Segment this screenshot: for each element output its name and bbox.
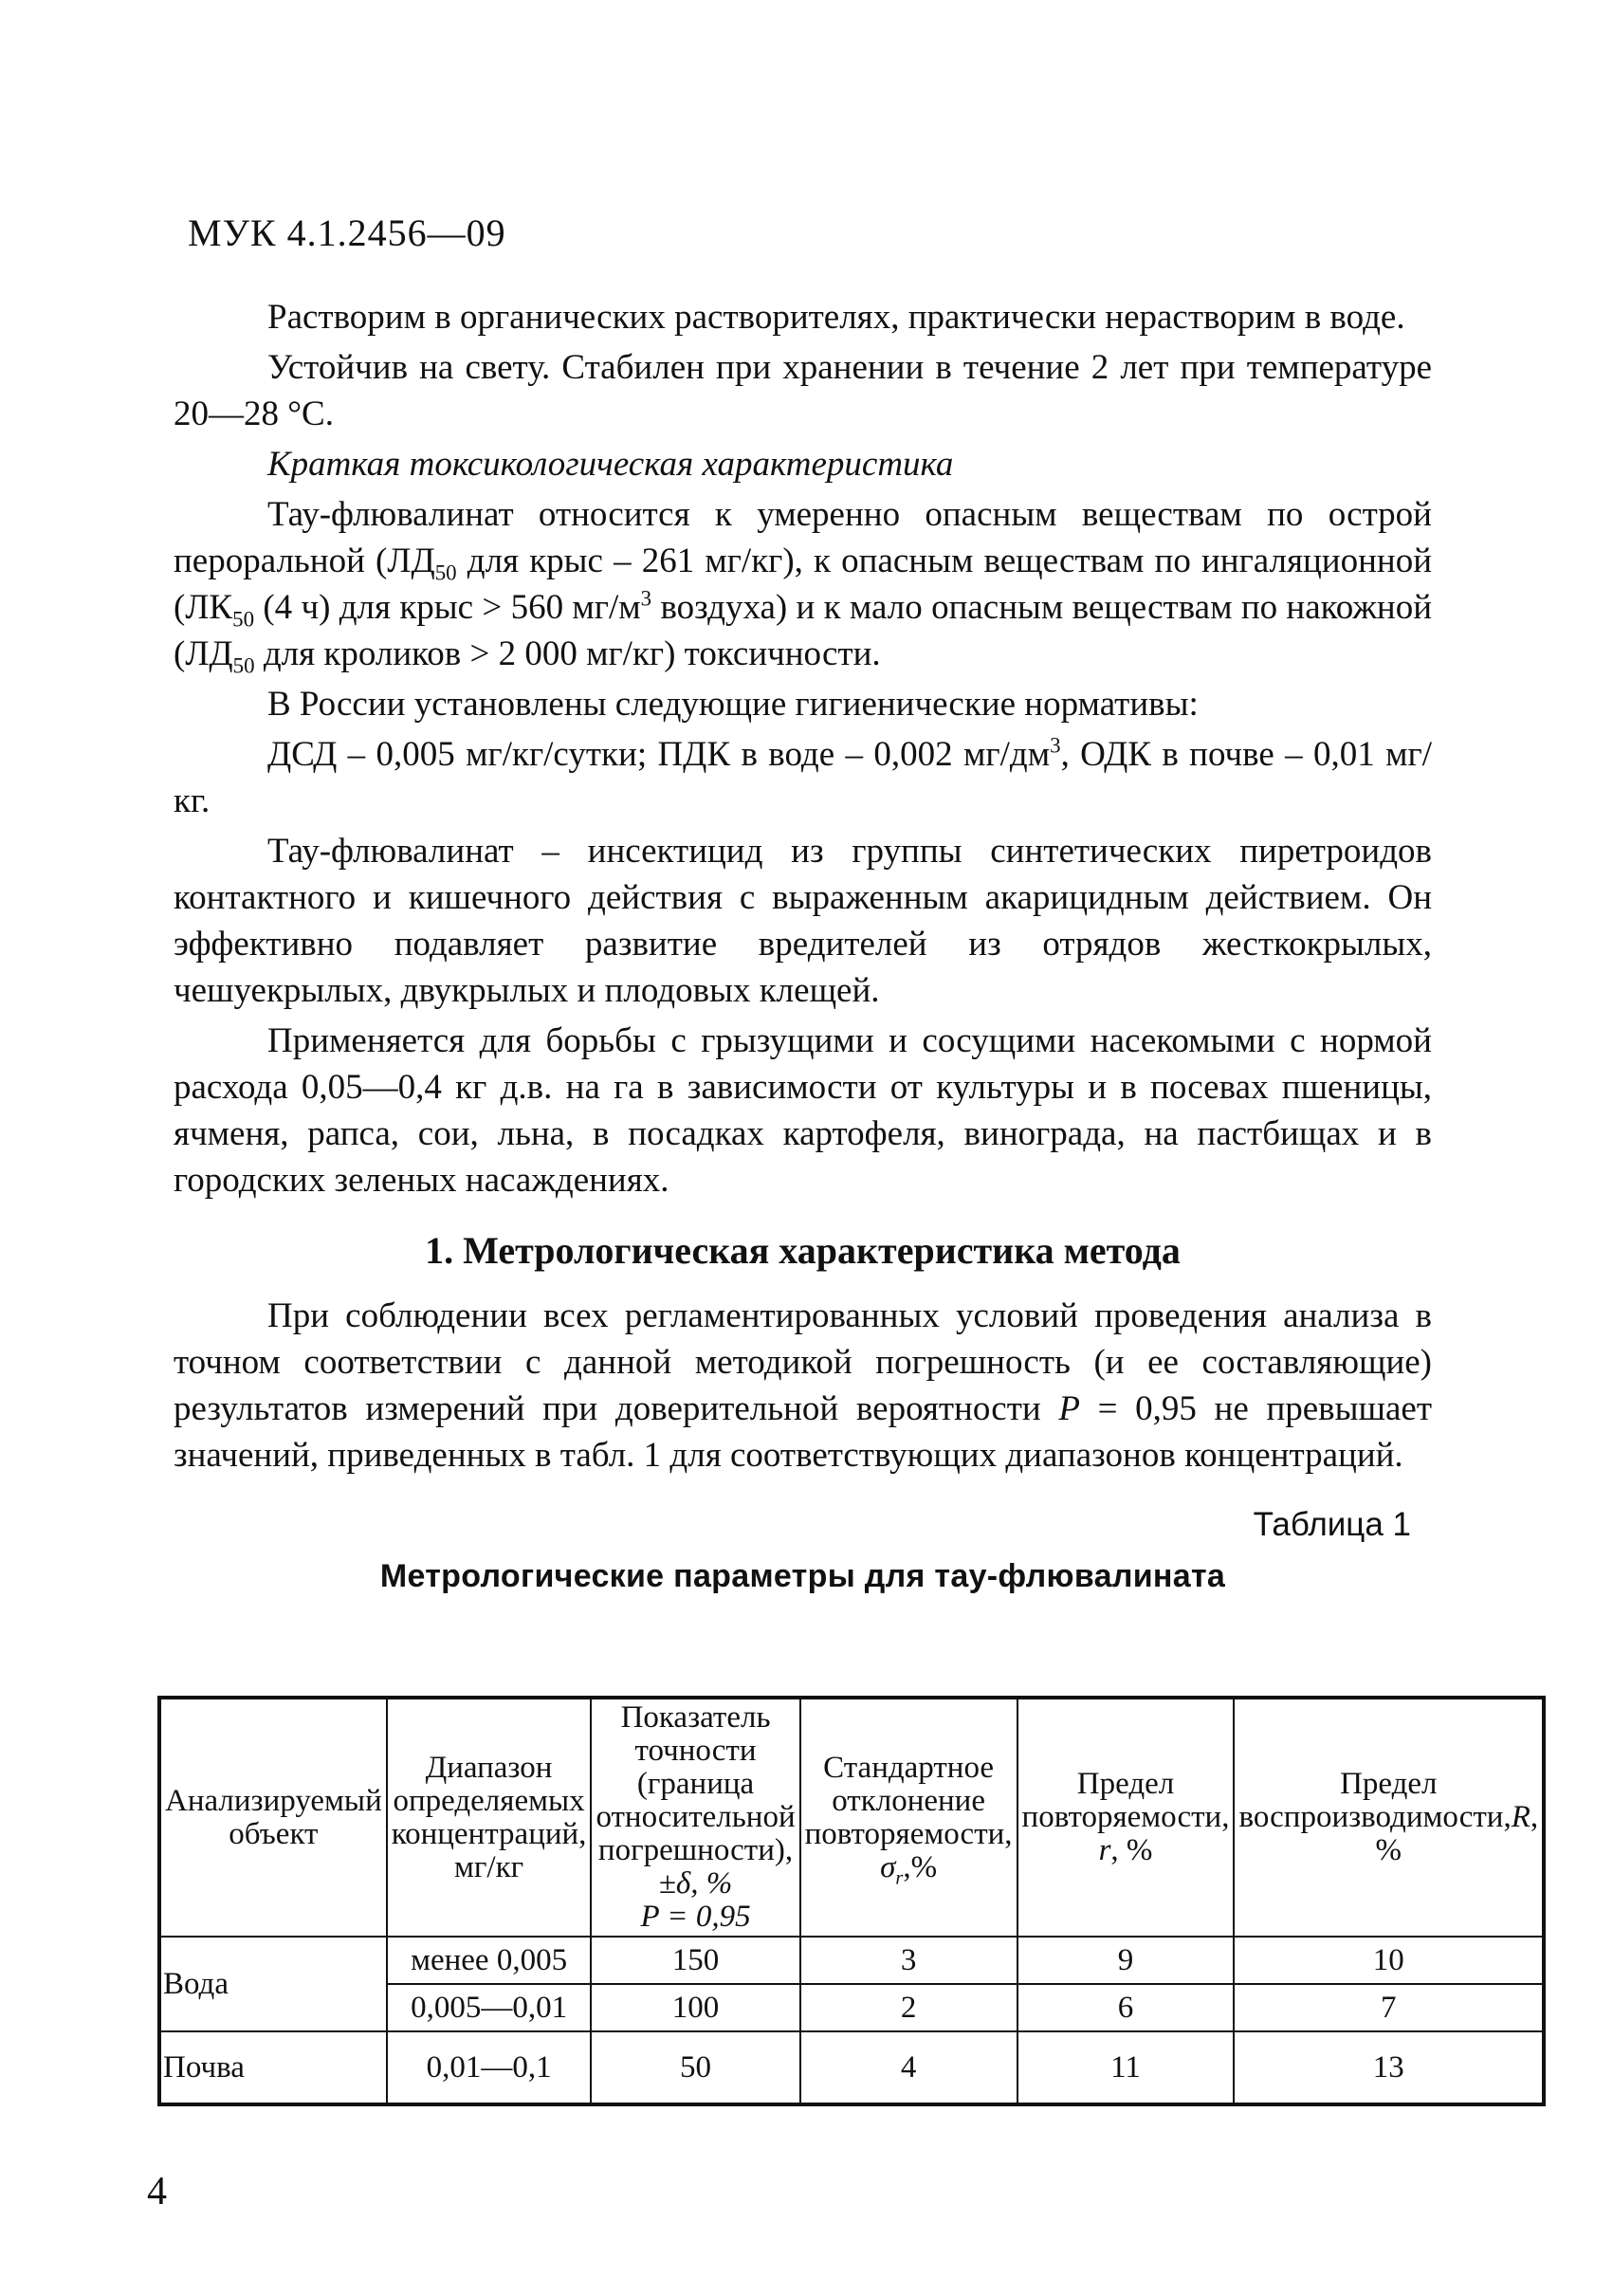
paragraph-application: Применяется для борьбы с грызущими и сосущими насекомыми с нормой расхода 0,05—0,4 кг д.в. на га в зависимости от культуры и в посевах пшеницы, ячменя, рапса, сои, льна, в посадках картофеля, винограда, на пастбищах и в городских зеленых насаждениях. (174, 1021, 1432, 1200)
header-repeatability: Предел повторяемости, r, % (1017, 1698, 1235, 1937)
table-title: Метрологические параметры для тау-флювалината (379, 1558, 1226, 1594)
cell-accuracy: 150 (591, 1937, 799, 1984)
header-reproducibility: Предел воспроизводимости,R, % (1234, 1698, 1544, 1937)
section-title: 1. Метрологическая характеристика метода (425, 1229, 1181, 1272)
cell-repeatability: 11 (1017, 2031, 1235, 2104)
paragraph-insecticide: Тау-флювалинат – инсектицид из группы синтетических пиретроидов контактного и кишечного действия с выраженным акарицидным действием. Он эффективно подавляет развитие вредителей из отрядов жесткокрылых, чешуекрылых, двукрылых и плодовых клещей. (174, 832, 1432, 1010)
cell-repeatability: 9 (1017, 1937, 1235, 1984)
cell-reproducibility: 10 (1234, 1937, 1544, 1984)
cell-std-deviation: 4 (800, 2031, 1017, 2104)
paragraph-toxicity: Тау-флювалинат относится к умеренно опасным веществам по острой пероральной ($ЛД_{50}$ для крыс – 261 мг/кг), к опасным веществам по ингаляционной ($ЛК_{50}$ (4 ч) для крыс > 560 $мг/м^3$ воздуха) и к мало опасным веществам по накожной ($ЛД_{50}$ для кроликов > 2 000 мг/кг) токсичности. (174, 495, 1432, 678)
table-label: Таблица 1 (1253, 1506, 1411, 1543)
cell-object: Вода (159, 1937, 387, 2031)
paragraph-stability: Устойчив на свету. Стабилен при хранении в течение 2 лет при температуре 20—28 °С. (174, 348, 1432, 433)
document-code-header: МУК 4.1.2456—09 (188, 211, 506, 254)
cell-std-deviation: 3 (800, 1937, 1017, 1984)
cell-accuracy: 50 (591, 2031, 799, 2104)
cell-range: менее 0,005 (387, 1937, 592, 1984)
header-std-deviation: Стандартное отклонение повторяемости, $\sigma_r,\%$ (800, 1698, 1017, 1937)
header-object: Анализируемый объект (159, 1698, 387, 1937)
cell-range: 0,005—0,01 (387, 1984, 592, 2031)
cell-reproducibility: 7 (1234, 1984, 1544, 2031)
page-number: 4 (147, 2170, 167, 2213)
cell-range: 0,01—0,1 (387, 2031, 592, 2104)
cell-repeatability: 6 (1017, 1984, 1235, 2031)
cell-reproducibility: 13 (1234, 2031, 1544, 2104)
cell-object: Почва (159, 2031, 387, 2104)
cell-std-deviation: 2 (800, 1984, 1017, 2031)
table-row (159, 2031, 1544, 2104)
paragraph-solubility: Растворим в органических растворителях, практически нерастворим в воде. (267, 298, 1405, 337)
paragraph-norms-values: ДСД – 0,005 мг/кг/сутки; ПДК в воде – 0,002 $мг/дм^3$, ОДК в почве – 0,01 мг/кг. (174, 733, 1432, 820)
paragraph-metrology: При соблюдении всех регламентированных условий проведения анализа в точном соответствии с данной методикой погрешность (и ее составляющие) результатов измерений при доверительной вероятности P = 0,95 не превышает значений, приведенных в табл. 1 для соответствующих диапазонов концентраций. (174, 1296, 1433, 1475)
metrology-table (157, 1696, 1546, 2106)
body-text (174, 294, 1432, 1600)
header-accuracy: Показатель точности (граница относительной погрешности), ±δ, % P = 0,95 (591, 1698, 799, 1937)
subheading-toxicology: Краткая токсикологическая характеристика (267, 445, 954, 484)
table-row (159, 1937, 1544, 1984)
cell-accuracy: 100 (591, 1984, 799, 2031)
paragraph-norms-intro: В России установлены следующие гигиенические нормативы: (267, 685, 1199, 724)
table-header-row (159, 1698, 1544, 1937)
header-range: Диапазон определяемых концентраций, мг/кг (387, 1698, 592, 1937)
